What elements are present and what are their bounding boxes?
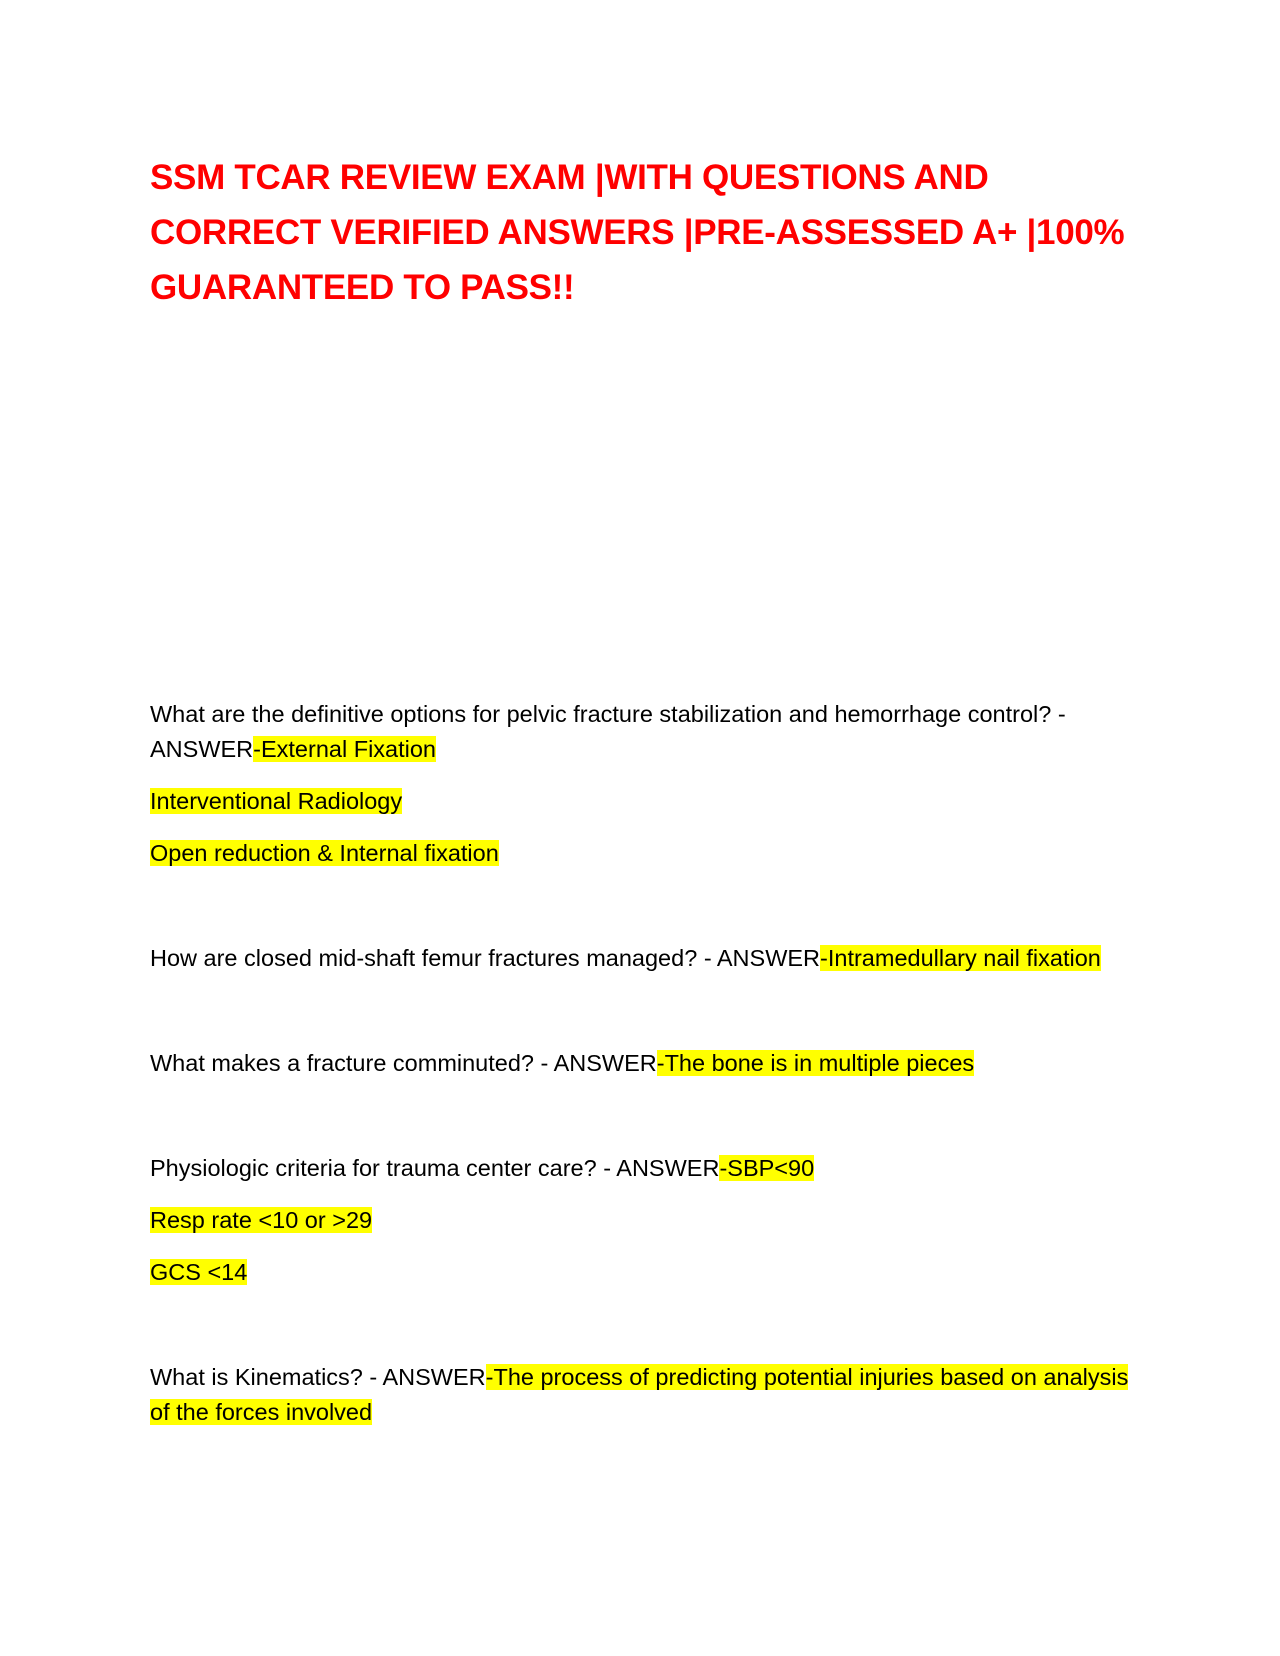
spacer [150, 976, 1140, 1046]
qa-item-2 [150, 941, 1140, 976]
qa-item-1 [150, 697, 1140, 871]
qa-item-2-line [150, 941, 1140, 976]
answer-extra-line [150, 1255, 1140, 1290]
answer-text: -The bone is in multiple pieces [656, 1050, 975, 1076]
document-title: SSM TCAR REVIEW EXAM |WITH QUESTIONS AND CORRECT VERIFIED ANSWERS |PRE-ASSESSED A+ |100% GUARANTEED TO PASS!! [150, 158, 1125, 307]
answer-extra-text: Interventional Radiology [150, 788, 403, 814]
answer-marker: - ANSWER [150, 701, 1066, 762]
answer-marker: - ANSWER [603, 1155, 720, 1181]
qa-item-5-line [150, 1360, 1140, 1430]
answer-text: -Intramedullary nail fixation [820, 945, 1101, 971]
answer-extra-text: Open reduction & Internal fixation [150, 840, 499, 866]
answer-text: -SBP<90 [719, 1155, 815, 1181]
qa-item-1-line [150, 697, 1140, 767]
qa-item-3-line [150, 1046, 1140, 1081]
question-text: What makes a fracture comminuted? [150, 1050, 534, 1076]
answer-marker: - ANSWER [703, 945, 821, 971]
question-text: Physiologic criteria for trauma center care? [150, 1155, 597, 1181]
question-text: What is Kinematics? [150, 1364, 363, 1390]
answer-text: -External Fixation [253, 736, 437, 762]
answer-marker: - ANSWER [369, 1364, 486, 1390]
answer-extra-text: GCS <14 [150, 1259, 248, 1285]
qa-item-4 [150, 1151, 1140, 1290]
question-text: How are closed mid-shaft femur fractures managed? [150, 945, 698, 971]
spacer [150, 1290, 1140, 1360]
question-text: What are the definitive options for pelvic fracture stabilization and hemorrhage control? [150, 701, 1052, 727]
spacer [150, 1081, 1140, 1151]
answer-text: -The process of predicting potential injuries based on analysis of the forces involved [150, 1364, 1129, 1425]
qa-item-4-line [150, 1151, 1140, 1186]
qa-list [150, 697, 1140, 1430]
answer-extra-line [150, 1203, 1140, 1238]
answer-marker: - ANSWER [540, 1050, 657, 1076]
qa-item-3 [150, 1046, 1140, 1081]
answer-extra-line [150, 836, 1140, 871]
answer-extra-line [150, 784, 1140, 819]
spacer [150, 871, 1140, 941]
qa-item-5 [150, 1360, 1140, 1430]
answer-extra-text: Resp rate <10 or >29 [150, 1207, 373, 1233]
